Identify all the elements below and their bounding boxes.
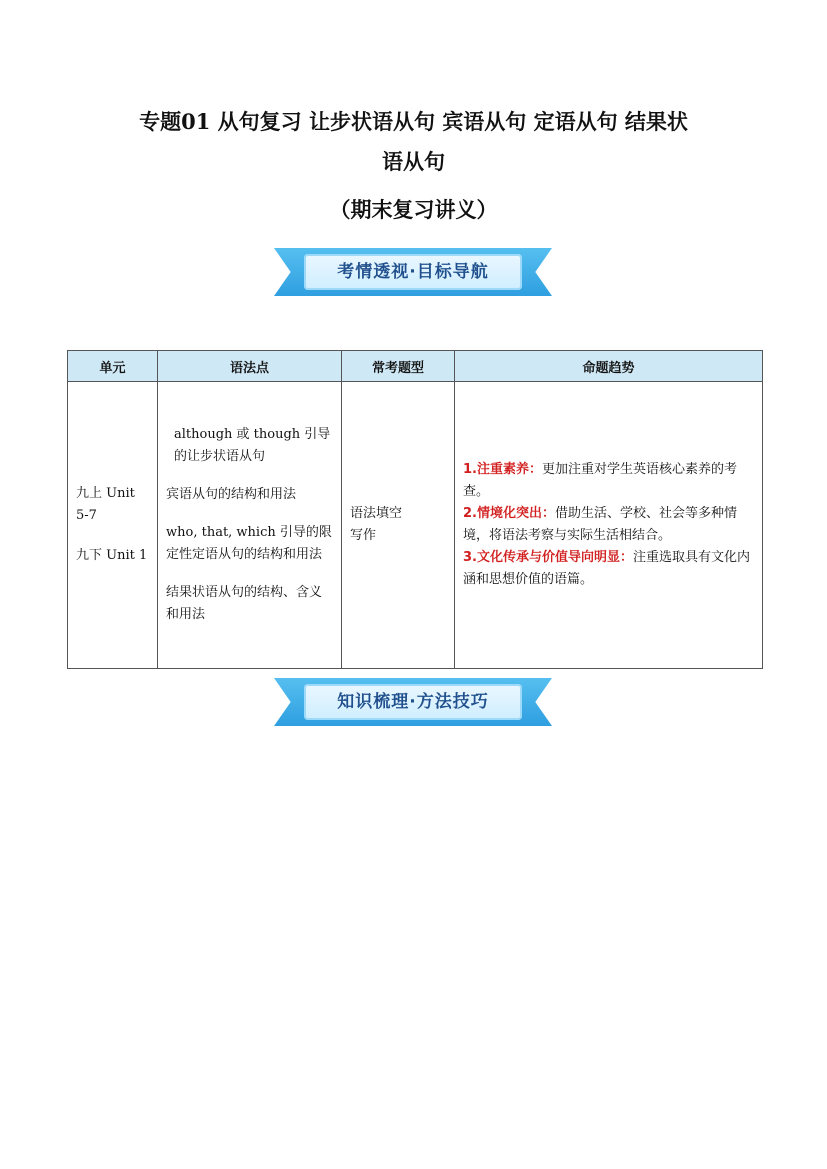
- header-trend: 命题趋势: [455, 351, 763, 382]
- header-question-type: 常考题型: [342, 351, 455, 382]
- document-title-line1: 专题01 从句复习 让步状语从句 宾语从句 定语从句 结果状: [139, 109, 688, 134]
- cell-question-types: [342, 382, 455, 669]
- trend-label: 3.文化传承与价值导向明显：: [463, 550, 633, 565]
- header-unit: 单元: [68, 351, 158, 382]
- trend-label: 2.情境化突出：: [463, 506, 555, 521]
- table-header-row: [68, 351, 763, 382]
- grammar-point-item: 宾语从句的结构和用法: [166, 487, 297, 502]
- trend-item: [463, 503, 754, 547]
- grammar-point-item: who, that, which 引导的限定性定语从句的结构和用法: [166, 525, 332, 562]
- question-type-item: 语法填空: [350, 506, 403, 521]
- section-banner-knowledge-review: [274, 678, 552, 726]
- cell-trends: [455, 382, 763, 669]
- document-subtitle: （期末复习讲义）: [329, 197, 498, 222]
- document-title-line2: 语从句: [382, 149, 445, 174]
- table-row: [68, 382, 763, 669]
- exam-overview-table: [67, 350, 763, 669]
- unit-item: 九下 Unit 1: [76, 548, 148, 563]
- cell-unit: [68, 382, 158, 669]
- trend-item: [463, 459, 754, 503]
- trend-text: 注重选取具有文化内涵和思想价值的语篇。: [463, 550, 750, 587]
- section-banner-exam-overview: [274, 248, 552, 296]
- question-type-item: 写作: [350, 528, 377, 543]
- trend-label: 1.注重素养：: [463, 462, 542, 477]
- cell-grammar-points: [158, 382, 342, 669]
- grammar-point-item: although 或 though 引导的让步状语从句: [174, 427, 331, 464]
- unit-item: 九上 Unit 5-7: [76, 486, 135, 523]
- banner-text: 考情透视·目标导航: [337, 262, 489, 282]
- trend-item: [463, 547, 754, 591]
- grammar-point-item: 结果状语从句的结构、含义和用法: [166, 585, 323, 622]
- header-grammar-point: 语法点: [158, 351, 342, 382]
- trend-text: 更加注重对学生英语核心素养的考查。: [463, 462, 737, 499]
- trend-text: 借助生活、学校、社会等多种情境，将语法考察与实际生活相结合。: [463, 506, 737, 543]
- banner-text: 知识梳理·方法技巧: [337, 692, 489, 712]
